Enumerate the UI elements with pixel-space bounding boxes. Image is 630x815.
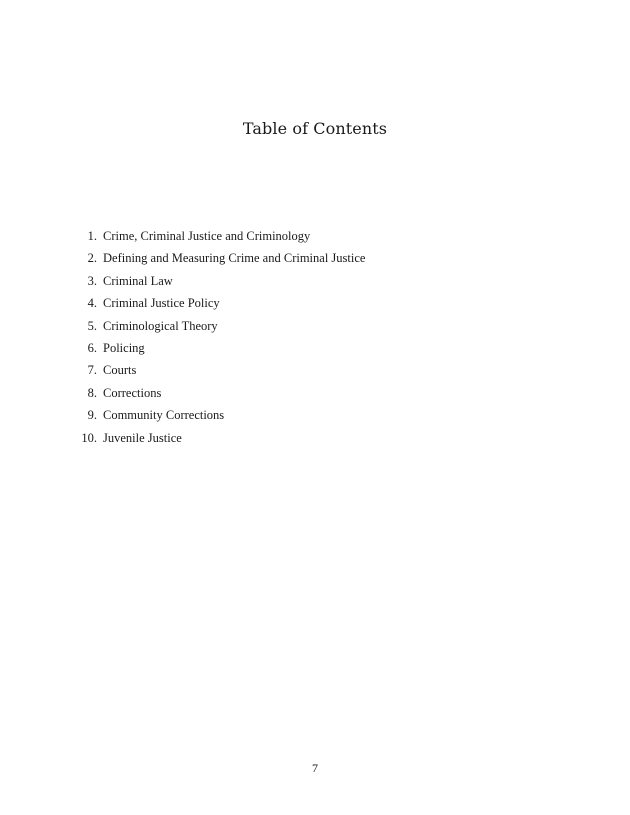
- toc-item-number: 8.: [87, 385, 97, 400]
- toc-item-number: 6.: [87, 340, 97, 355]
- page-number: 7: [312, 761, 318, 775]
- toc-item-link[interactable]: Courts: [103, 363, 137, 378]
- toc-item-link[interactable]: Criminal Law: [103, 273, 173, 288]
- toc-item-8[interactable]: [70, 382, 570, 404]
- toc-item-2[interactable]: [70, 247, 570, 269]
- toc-item-3[interactable]: [70, 270, 570, 292]
- toc-item-5[interactable]: [70, 315, 570, 337]
- toc-item-number: 1.: [87, 229, 97, 243]
- toc-item-number: 3.: [87, 273, 97, 288]
- page-title: Table of Contents: [242, 119, 388, 138]
- toc-item-number: 2.: [87, 251, 97, 266]
- toc-item-number: 9.: [87, 408, 97, 423]
- toc-item-1[interactable]: [70, 225, 570, 247]
- toc-item-link[interactable]: Juvenile Justice: [103, 430, 182, 445]
- toc-item-number: 10.: [81, 430, 97, 445]
- toc-item-link[interactable]: Corrections: [103, 385, 162, 400]
- toc-item-number: 4.: [87, 296, 97, 311]
- toc-item-9[interactable]: [70, 404, 570, 426]
- toc-item-number: 5.: [87, 318, 97, 333]
- toc-item-link[interactable]: Policing: [103, 340, 145, 355]
- toc-item-link[interactable]: Community Corrections: [103, 408, 225, 423]
- toc-item-number: 7.: [87, 363, 97, 378]
- toc-item-4[interactable]: [70, 292, 570, 314]
- toc-item-link[interactable]: Criminological Theory: [103, 318, 218, 333]
- toc-item-link[interactable]: Criminal Justice Policy: [103, 296, 220, 311]
- toc-item-6[interactable]: [70, 337, 570, 359]
- table-of-contents-list: [70, 225, 570, 449]
- toc-item-link[interactable]: Defining and Measuring Crime and Criminal Justice: [103, 251, 366, 266]
- toc-item-10[interactable]: [70, 427, 570, 449]
- toc-item-7[interactable]: [70, 359, 570, 381]
- toc-item-link[interactable]: Crime, Criminal Justice and Criminology: [103, 229, 311, 243]
